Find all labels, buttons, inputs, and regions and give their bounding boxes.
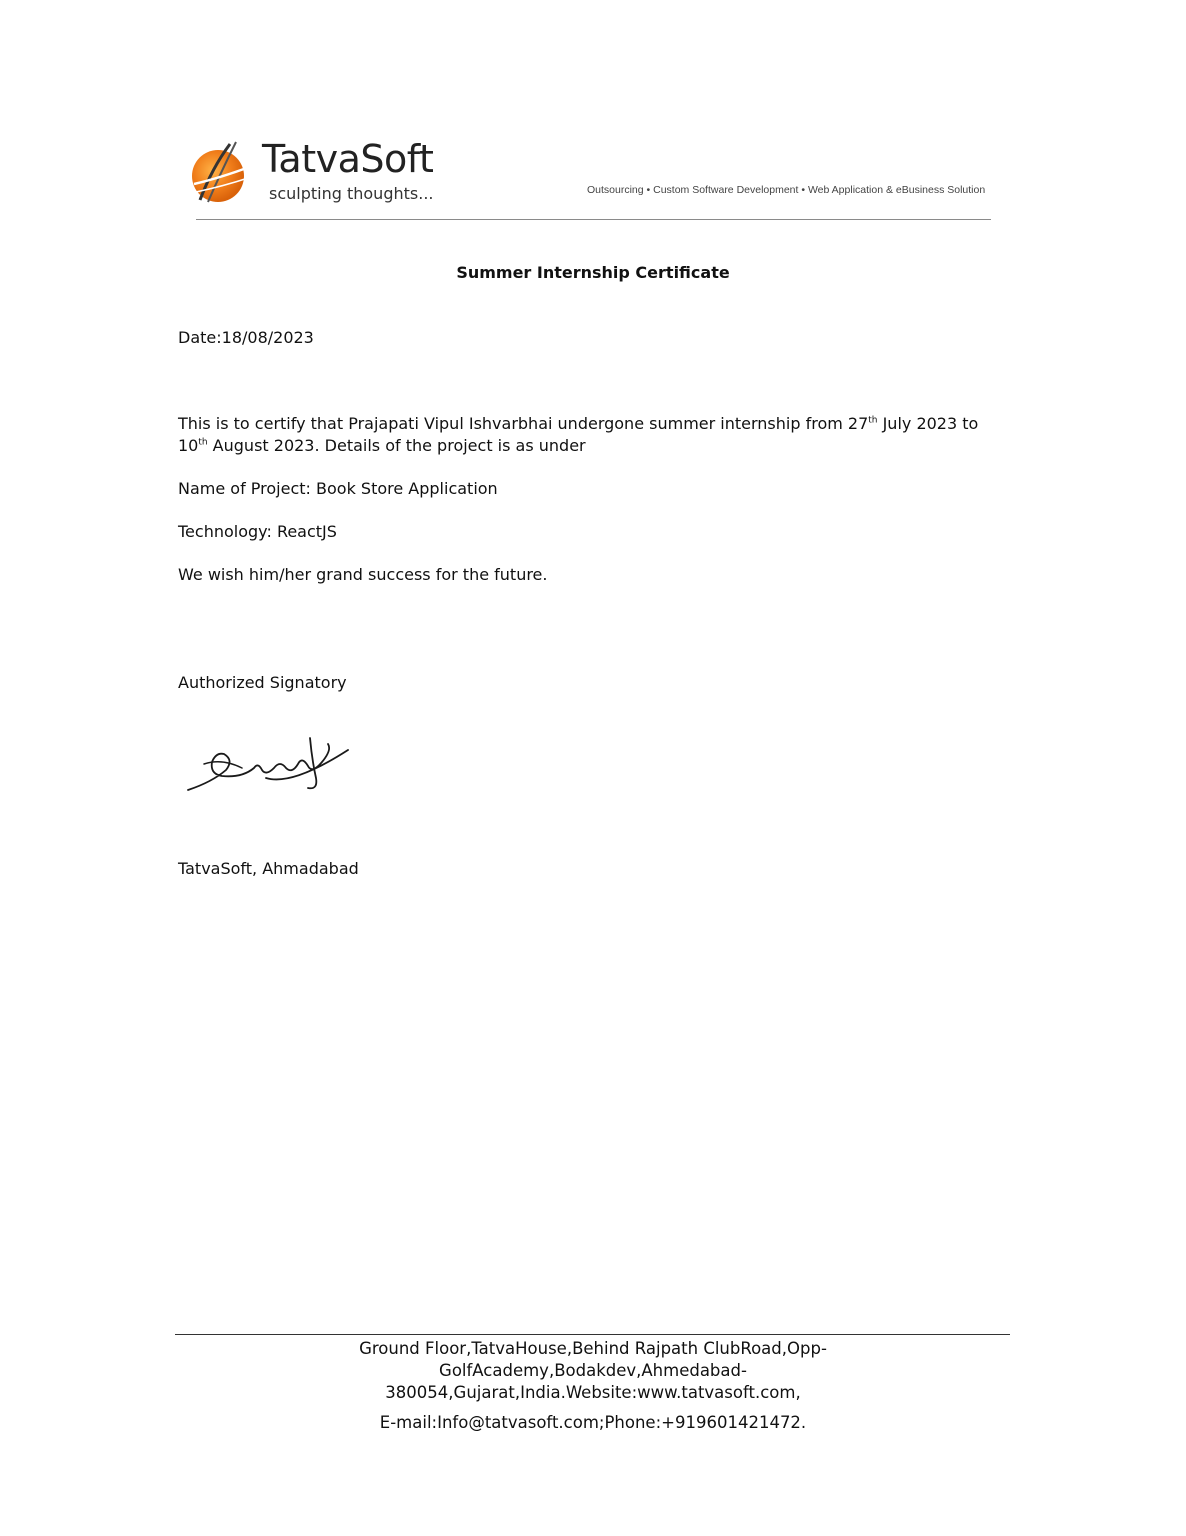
brand-tagline: sculpting thoughts... xyxy=(269,184,434,203)
company-location: TatvaSoft, Ahmadabad xyxy=(178,859,359,878)
header-divider xyxy=(196,219,991,220)
date-value: 18/08/2023 xyxy=(221,328,314,347)
date-label: Date: xyxy=(178,328,222,347)
certify-text-1: This is to certify that Prajapati Vipul Ishvarbhai undergone summer internship from 27 xyxy=(178,414,869,433)
certify-paragraph xyxy=(178,413,1008,457)
signature-icon xyxy=(182,730,357,800)
project-name: Name of Project: Book Store Application xyxy=(178,479,498,498)
certify-text-2: July 2023 to 10 xyxy=(178,414,979,455)
footer-address-line-3: 380054,Gujarat,India.Website:www.tatvasoft.com, xyxy=(385,1383,801,1402)
brand-name: TatvaSoft xyxy=(262,137,434,181)
footer-address-line-1: Ground Floor,TatvaHouse,Behind Rajpath ClubRoad,Opp- xyxy=(359,1339,827,1358)
date-line xyxy=(178,328,314,347)
footer-divider xyxy=(175,1334,1010,1335)
header-services: Outsourcing • Custom Software Development • Web Application & eBusiness Solution xyxy=(587,184,986,196)
signatory-label: Authorized Signatory xyxy=(178,673,347,692)
certify-sup-1: th xyxy=(868,415,878,426)
technology: Technology: ReactJS xyxy=(178,522,337,541)
certificate-title: Summer Internship Certificate xyxy=(456,263,730,282)
tatvasoft-logo-icon xyxy=(190,138,256,208)
certify-text-3: August 2023. Details of the project is as under xyxy=(207,436,586,455)
wish-text: We wish him/her grand success for the future. xyxy=(178,565,548,584)
footer-address-line-2: GolfAcademy,Bodakdev,Ahmedabad- xyxy=(439,1361,747,1380)
footer-contact-line: E-mail:Info@tatvasoft.com;Phone:+919601421472. xyxy=(379,1413,807,1432)
certify-sup-2: th xyxy=(198,437,208,448)
